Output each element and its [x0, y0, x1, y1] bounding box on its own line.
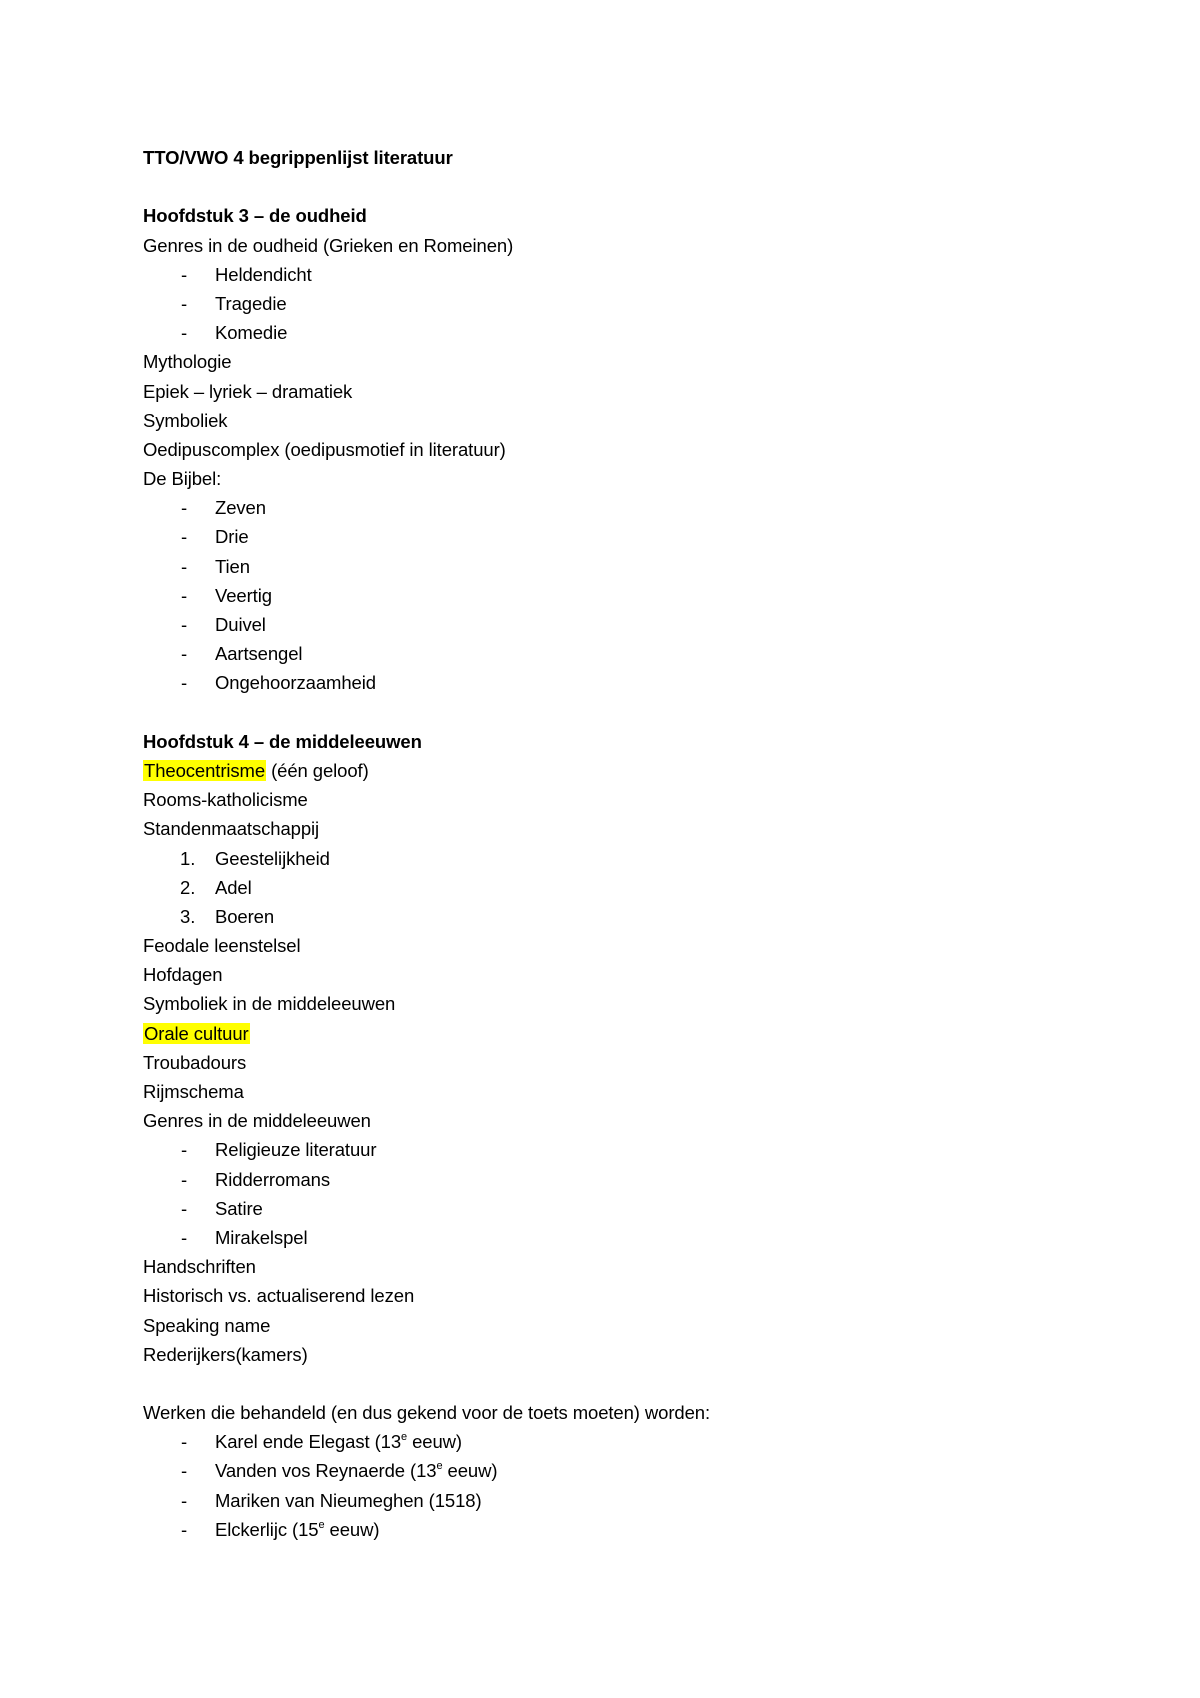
- bullet-dash: -: [181, 555, 188, 577]
- work-century: eeuw): [324, 1518, 380, 1540]
- list-item: [143, 493, 1103, 522]
- list-item: [143, 1194, 1103, 1223]
- list-item-text: Ridderromans: [215, 1168, 330, 1190]
- blank-line: [143, 1369, 1103, 1398]
- list-item: [143, 581, 1103, 610]
- work-item: [143, 1427, 1103, 1456]
- ordinal-suffix: e: [436, 1460, 443, 1473]
- list-item: [143, 610, 1103, 639]
- ordinal-suffix: e: [401, 1431, 408, 1444]
- highlighted-text: Theocentrisme: [144, 759, 266, 781]
- bullet-dash: -: [181, 1518, 188, 1540]
- term: Mythologie: [143, 351, 232, 373]
- list-item-text: Ongehoorzaamheid: [215, 672, 376, 694]
- document-page: [143, 143, 1103, 1544]
- works-label: Werken die behandeld (en dus gekend voor de toets moeten) worden:: [143, 1402, 711, 1424]
- list-item-text: Adel: [215, 876, 252, 898]
- list-item-text: Duivel: [215, 614, 266, 635]
- list-item-text: Geestelijkheid: [215, 847, 330, 869]
- list-number: 3.: [180, 905, 196, 927]
- bullet-dash: -: [181, 584, 188, 606]
- bullet-dash: -: [181, 614, 188, 635]
- bullet-dash: -: [181, 1226, 188, 1248]
- work-item: [143, 1456, 1103, 1485]
- list-item-text: Mirakelspel: [215, 1226, 308, 1248]
- work-title: Karel ende Elegast (13: [215, 1431, 402, 1453]
- blank-line: [143, 172, 1103, 201]
- term: Symboliek: [143, 409, 228, 431]
- list-number: 2.: [180, 876, 196, 898]
- term-theocentrism: [143, 756, 1103, 785]
- list-item-text: Zeven: [215, 497, 266, 519]
- bullet-dash: -: [181, 497, 188, 519]
- highlighted-text: Orale cultuur: [144, 1022, 249, 1044]
- list-item: [143, 260, 1103, 289]
- bullet-dash: -: [181, 1489, 188, 1511]
- term-oral-culture: [143, 1019, 1103, 1048]
- numbered-item: [143, 844, 1103, 873]
- term: Symboliek in de middeleeuwen: [143, 993, 396, 1015]
- term-text: (één geloof): [266, 759, 369, 781]
- list-item: [143, 318, 1103, 347]
- list-item: [143, 1165, 1103, 1194]
- work-item: [143, 1486, 1103, 1515]
- list-item: [143, 552, 1103, 581]
- list-item-text: Drie: [215, 526, 249, 548]
- chapter3-genres-label: Genres in de oudheid (Grieken en Romeinen): [143, 234, 514, 256]
- chapter3-heading: Hoofdstuk 3 – de oudheid: [143, 205, 367, 227]
- document-title: TTO/VWO 4 begrippenlijst literatuur: [143, 147, 453, 168]
- ordinal-suffix: e: [318, 1518, 325, 1531]
- term: Rijmschema: [143, 1081, 244, 1102]
- term: Speaking name: [143, 1314, 271, 1336]
- list-item-text: Aartsengel: [215, 643, 303, 665]
- list-item: [143, 289, 1103, 318]
- bullet-dash: -: [181, 1460, 188, 1482]
- list-item-text: Komedie: [215, 322, 288, 344]
- term: Troubadours: [143, 1051, 247, 1073]
- list-item: [143, 1135, 1103, 1164]
- bullet-dash: -: [181, 526, 188, 548]
- list-item-text: Tragedie: [215, 292, 287, 314]
- list-item-text: Tien: [215, 555, 250, 577]
- numbered-item: [143, 873, 1103, 902]
- bullet-dash: -: [181, 292, 188, 314]
- list-item-text: Boeren: [215, 905, 275, 927]
- work-title: Elckerlijc (15: [215, 1518, 319, 1540]
- bullet-dash: -: [181, 672, 188, 694]
- work-century: eeuw): [407, 1431, 462, 1453]
- list-item-text: Religieuze literatuur: [215, 1139, 377, 1161]
- bible-label: De Bijbel:: [143, 468, 222, 490]
- work-title: Mariken van Nieumeghen (1518): [215, 1489, 482, 1511]
- list-item: [143, 1223, 1103, 1252]
- bullet-dash: -: [181, 1139, 188, 1161]
- genres-label: Genres in de middeleeuwen: [143, 1110, 371, 1132]
- term: Rooms-katholicisme: [143, 789, 308, 811]
- list-item-text: Heldendicht: [215, 263, 312, 285]
- list-item-text: Satire: [215, 1197, 263, 1219]
- work-title: Vanden vos Reynaerde (13: [215, 1460, 437, 1482]
- blank-line: [143, 698, 1103, 727]
- bullet-dash: -: [181, 322, 188, 344]
- list-item-text: Veertig: [215, 584, 272, 606]
- term: Epiek – lyriek – dramatiek: [143, 380, 353, 402]
- work-century: eeuw): [442, 1460, 498, 1482]
- bullet-dash: -: [181, 1197, 188, 1219]
- bullet-dash: -: [181, 643, 188, 665]
- list-item: [143, 522, 1103, 551]
- term: Rederijkers(kamers): [143, 1343, 308, 1365]
- list-number: 1.: [180, 847, 196, 869]
- bullet-dash: -: [181, 1168, 188, 1190]
- bullet-dash: -: [181, 263, 188, 285]
- list-item: [143, 668, 1103, 697]
- bullet-dash: -: [181, 1431, 188, 1453]
- list-item: [143, 639, 1103, 668]
- term: Feodale leenstelsel: [143, 935, 301, 957]
- chapter4-heading: Hoofdstuk 4 – de middeleeuwen: [143, 730, 422, 752]
- estates-label: Standenmaatschappij: [143, 818, 320, 840]
- term: Handschriften: [143, 1256, 256, 1278]
- term: Oedipuscomplex (oedipusmotief in literatuur): [143, 438, 506, 460]
- term: Historisch vs. actualiserend lezen: [143, 1285, 415, 1307]
- term: Hofdagen: [143, 964, 223, 986]
- numbered-item: [143, 902, 1103, 931]
- work-item: [143, 1515, 1103, 1544]
